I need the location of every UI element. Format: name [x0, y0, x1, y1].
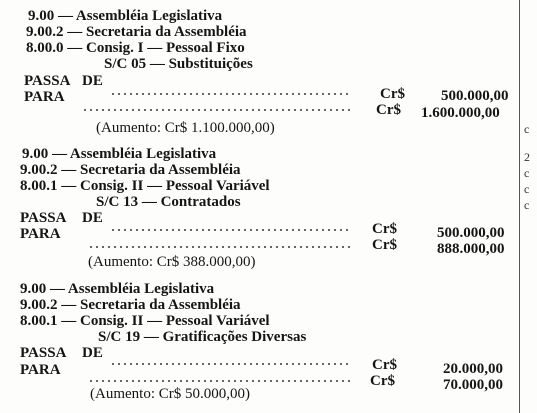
value-to: 70.000,00	[443, 377, 503, 393]
value-to: 888.000,00	[437, 241, 505, 257]
leader-dots	[110, 229, 350, 231]
leader-dots	[82, 109, 354, 111]
heading-line: 8.00.0 — Consig. I — Pessoal Fixo	[26, 40, 245, 56]
subaccount-line: S/C 05 — Substituições	[104, 56, 253, 72]
currency-to: Cr$	[376, 102, 401, 118]
heading-line: 9.00 — Assembléia Legislativa	[22, 146, 217, 162]
value-from: 500.000,00	[441, 88, 509, 104]
leader-dots	[110, 363, 350, 365]
heading-line: 9.00 — Assembléia Legislativa	[20, 281, 215, 297]
margin-fragment: 2	[524, 150, 530, 164]
heading-line: 9.00.2 — Secretaria da Assembléia	[20, 297, 241, 313]
value-to: 1.600.000,00	[421, 105, 500, 121]
currency-to: Cr$	[372, 237, 397, 253]
value-from: 20.000,00	[443, 361, 503, 377]
passa-label: PASSA	[20, 345, 67, 361]
passa-label: PASSA	[24, 73, 71, 89]
currency-from: Cr$	[372, 357, 397, 373]
column-rule	[519, 0, 520, 413]
heading-line: 9.00 — Assembléia Legislativa	[28, 8, 223, 24]
currency-from: Cr$	[380, 86, 405, 102]
subaccount-line: S/C 19 — Gratificações Diversas	[98, 329, 307, 345]
leader-dots	[110, 93, 352, 95]
heading-line: 9.00.2 — Secretaria da Assembléia	[20, 162, 241, 178]
increase-note: (Aumento: Cr$ 50.000,00)	[90, 386, 250, 402]
increase-note: (Aumento: Cr$ 1.100.000,00)	[96, 120, 275, 136]
heading-line: 8.00.1 — Consig. II — Pessoal Variável	[20, 313, 270, 329]
value-from: 500.000,00	[437, 225, 505, 241]
para-label: PARA	[20, 226, 61, 242]
margin-fragment: c	[524, 198, 530, 212]
leader-dots	[88, 246, 350, 248]
passa-label: PASSA	[20, 210, 67, 226]
margin-fragment: c	[524, 166, 530, 180]
margin-fragment: c	[524, 122, 530, 136]
de-label: DE	[82, 73, 103, 89]
para-label: PARA	[20, 362, 61, 378]
heading-line: 8.00.1 — Consig. II — Pessoal Variável	[20, 178, 270, 194]
leader-dots	[88, 380, 350, 382]
currency-to: Cr$	[370, 373, 395, 389]
currency-from: Cr$	[372, 221, 397, 237]
de-label: DE	[82, 210, 103, 226]
margin-fragment: c	[524, 182, 530, 196]
heading-line: 9.00.2 — Secretaria da Assembléia	[26, 24, 247, 40]
subaccount-line: S/C 13 — Contratados	[96, 194, 241, 210]
increase-note: (Aumento: Cr$ 388.000,00)	[88, 254, 256, 270]
de-label: DE	[82, 345, 103, 361]
para-label: PARA	[24, 89, 65, 105]
